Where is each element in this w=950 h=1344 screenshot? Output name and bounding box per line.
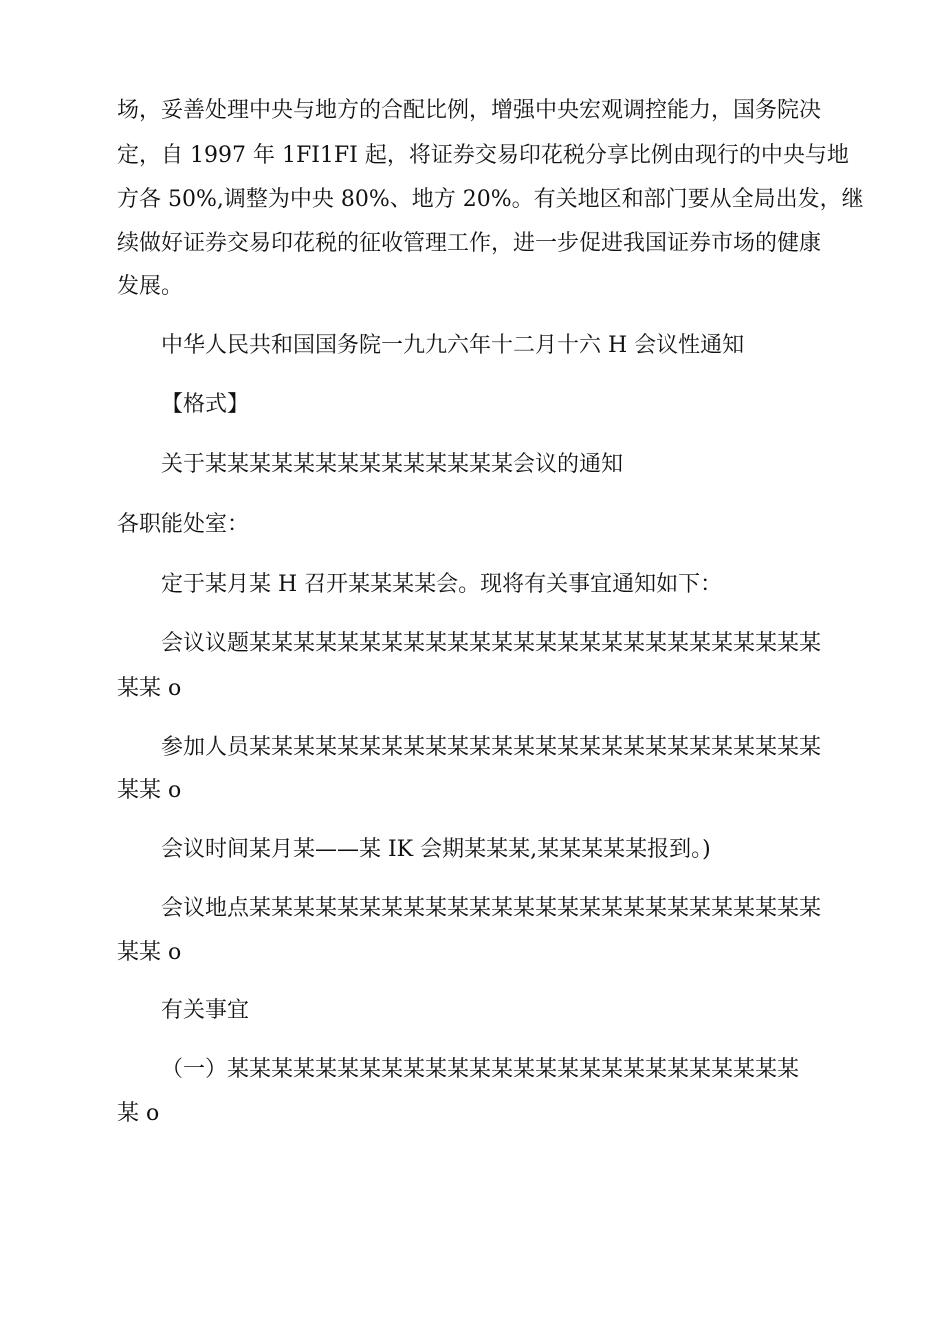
related-matters-item-1: （一）某某某某某某某某某某某某某某某某某某某某某某某某某某	[161, 1057, 800, 1082]
notice-intro: 定于某月某 H 召开某某某某会。现将有关事宜通知如下：	[161, 572, 723, 597]
related-matters-heading: 有关事宜	[161, 998, 250, 1023]
meeting-location: 会议地点某某某某某某某某某某某某某某某某某某某某某某某某某某	[161, 896, 822, 921]
participants-end: 某某 o	[117, 778, 182, 803]
participants: 参加人员某某某某某某某某某某某某某某某某某某某某某某某某某某	[161, 735, 822, 760]
meeting-location-end: 某某 o	[117, 940, 182, 965]
meeting-topic: 会议议题某某某某某某某某某某某某某某某某某某某某某某某某某某	[161, 631, 822, 656]
paragraph-line: 续做好证券交易印花税的征收管理工作，进一步促进我国证券市场的健康	[117, 231, 822, 256]
paragraph-line: 场，妥善处理中央与地方的合配比例，增强中央宏观调控能力，国务院决	[117, 98, 822, 123]
format-heading: 【格式】	[161, 392, 250, 417]
paragraph-line: 发展。	[117, 274, 184, 299]
signature-heading: 中华人民共和国国务院一九九六年十二月十六 H 会议性通知	[161, 333, 745, 358]
paragraph-line: 方各 50%,调整为中央 80%、地方 20%。有关地区和部门要从全局出发，继	[117, 187, 864, 212]
related-matters-item-1-end: 某 o	[117, 1101, 160, 1126]
meeting-time: 会议时间某月某——某 IK 会期某某某,某某某某某报到。)	[161, 837, 711, 862]
notice-title: 关于某某某某某某某某某某某某某某会议的通知	[161, 452, 624, 477]
meeting-topic-end: 某某 o	[117, 676, 182, 701]
paragraph-line: 定，自 1997 年 1FI1FI 起，将证券交易印花税分享比例由现行的中央与地	[117, 143, 849, 168]
addressee: 各职能处室：	[117, 512, 250, 537]
